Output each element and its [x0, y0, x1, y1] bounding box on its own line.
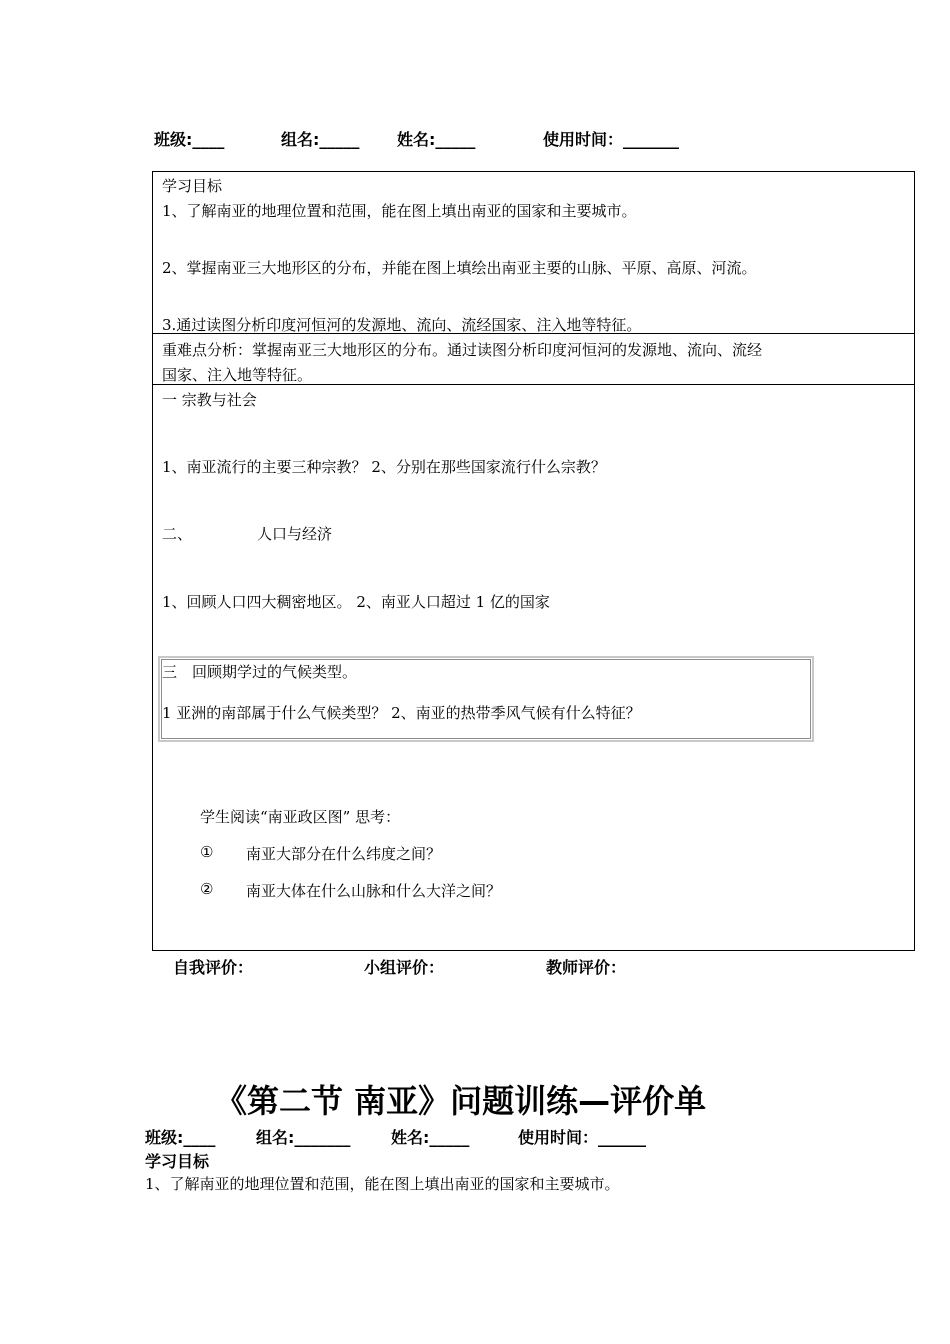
- population-heading: 人口与经济: [257, 525, 333, 543]
- group-field[interactable]: 组名:_____: [281, 130, 360, 149]
- map-question: 南亚大体在什么山脉和什么大洋之间？: [246, 882, 502, 900]
- climate-question: 1 亚洲的南部属于什么气候类型？ 2、南亚的热带季风气候有什么特征？: [162, 704, 641, 722]
- name-field[interactable]: 姓名:_____: [397, 130, 476, 149]
- map-intro: 学生阅读“南亚政区图” 思考：: [200, 808, 401, 826]
- map-question-number: ②: [200, 880, 214, 898]
- self-evaluation[interactable]: 自我评价：: [173, 958, 254, 977]
- teacher-evaluation[interactable]: 教师评价：: [546, 958, 627, 977]
- religion-heading: 一 宗教与社会: [162, 391, 257, 409]
- goals-heading: 学习目标: [162, 177, 223, 195]
- map-question-number: ①: [200, 843, 214, 861]
- time-field[interactable]: 使用时间：______: [518, 1128, 647, 1147]
- page-title: 《第二节 南亚》问题训练—评价单: [215, 1082, 707, 1120]
- worksheet-table: [152, 171, 915, 951]
- class-field[interactable]: 班级:____: [145, 1128, 216, 1147]
- group-field[interactable]: 组名:_______: [256, 1128, 351, 1147]
- goal-item: 2、掌握南亚三大地形区的分布，并能在图上填绘出南亚主要的山脉、平原、高原、河流。: [162, 259, 757, 277]
- goal-item: 1、了解南亚的地理位置和范围，能在图上填出南亚的国家和主要城市。: [162, 202, 637, 220]
- class-field[interactable]: 班级:____: [154, 130, 225, 149]
- map-question: 南亚大部分在什么纬度之间？: [246, 845, 442, 863]
- time-field[interactable]: 使用时间：_______: [543, 130, 680, 149]
- goals-heading: 学习目标: [145, 1152, 210, 1171]
- goal-item: 1、了解南亚的地理位置和范围，能在图上填出南亚的国家和主要城市。: [145, 1175, 620, 1193]
- climate-heading: 三 回顾期学过的气候类型。: [162, 663, 358, 681]
- religion-question: 1、南亚流行的主要三种宗教？ 2、分别在那些国家流行什么宗教？: [162, 458, 606, 476]
- population-number: 二、: [162, 525, 193, 543]
- difficulty-line: 重难点分析：掌握南亚三大地形区的分布。通过读图分析印度河恒河的发源地、流向、流经: [162, 341, 763, 359]
- name-field[interactable]: 姓名:_____: [391, 1128, 470, 1147]
- population-question: 1、回顾人口四大稠密地区。 2、南亚人口超过 1 亿的国家: [162, 593, 550, 611]
- goal-item: 3.通过读图分析印度河恒河的发源地、流向、流经国家、注入地等特征。: [162, 316, 642, 334]
- difficulty-line: 国家、注入地等特征。: [162, 366, 313, 384]
- group-evaluation[interactable]: 小组评价：: [364, 958, 445, 977]
